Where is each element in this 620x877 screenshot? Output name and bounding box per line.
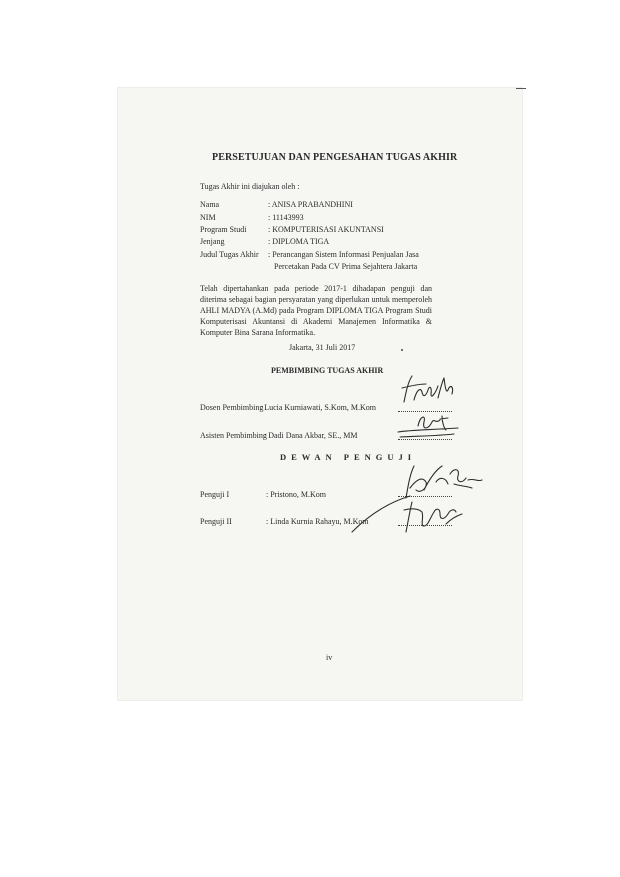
page-number: iv <box>326 653 333 662</box>
field-value-jenjang: : DIPLOMA TIGA <box>268 237 330 246</box>
approval-paragraph: Telah dipertahankan pada periode 2017-1 dihadapan penguji dan diterima sebagai bagian persyaratan yang diperlukan untuk memperoleh AHLI MADYA (A.Md) pada Program DIPLOMA TIGA Program Studi Komputerisasi Akuntansi di Akademi Manajemen Informatika & Komputer Bina Sarana Informatika. <box>200 284 432 337</box>
supervisor-role-asisten: Asisten Pembimbing <box>200 431 267 440</box>
field-label-program-studi: Program Studi <box>200 225 247 234</box>
field-label-nim: NIM <box>200 213 216 222</box>
intro-text: Tugas Akhir ini diajukan oleh : <box>200 182 300 191</box>
scan-edge-mark <box>516 88 526 89</box>
place-date: Jakarta, 31 Juli 2017 <box>289 343 356 352</box>
examiner-name-1: : Pristono, M.Kom <box>266 490 327 499</box>
examiner-role-2: Penguji II <box>200 517 232 526</box>
signature-dosen-pembimbing <box>398 372 458 408</box>
field-value-nim: : 11143993 <box>268 213 304 222</box>
document-title: PERSETUJUAN DAN PENGESAHAN TUGAS AKHIR <box>212 152 458 163</box>
examiner-heading: DEWAN PENGUJI <box>280 452 417 462</box>
field-value-program-studi: : KOMPUTERISASI AKUNTANSI <box>268 225 384 234</box>
supervisor-role-dosen: Dosen Pembimbing <box>200 403 264 412</box>
supervisor-name-asisten: : Dadi Dana Akbar, SE., MM <box>264 431 358 440</box>
scan-speck <box>401 349 403 351</box>
signature-asisten-pembimbing <box>396 410 462 440</box>
supervisor-heading: PEMBIMBING TUGAS AKHIR <box>271 366 384 375</box>
field-label-nama: Nama <box>200 200 220 209</box>
signature-penguji-2 <box>398 496 468 536</box>
scanned-page <box>118 88 522 700</box>
field-value-judul: : Perancangan Sistem Informasi Penjualan Jasa <box>268 250 419 259</box>
field-value-nama: : ANISA PRABANDHINI <box>268 200 353 209</box>
field-label-judul: Judul Tugas Akhir <box>200 250 259 259</box>
examiner-name-2: : Linda Kurnia Rahayu, M.Kom <box>266 517 369 526</box>
field-value-judul-continuation: Percetakan Pada CV Prima Sejahtera Jakarta <box>274 262 418 271</box>
supervisor-name-dosen: : Lucia Kurniawati, S.Kom, M.Kom <box>260 403 376 412</box>
field-label-jenjang: Jenjang <box>200 237 225 246</box>
examiner-role-1: Penguji I <box>200 490 230 499</box>
